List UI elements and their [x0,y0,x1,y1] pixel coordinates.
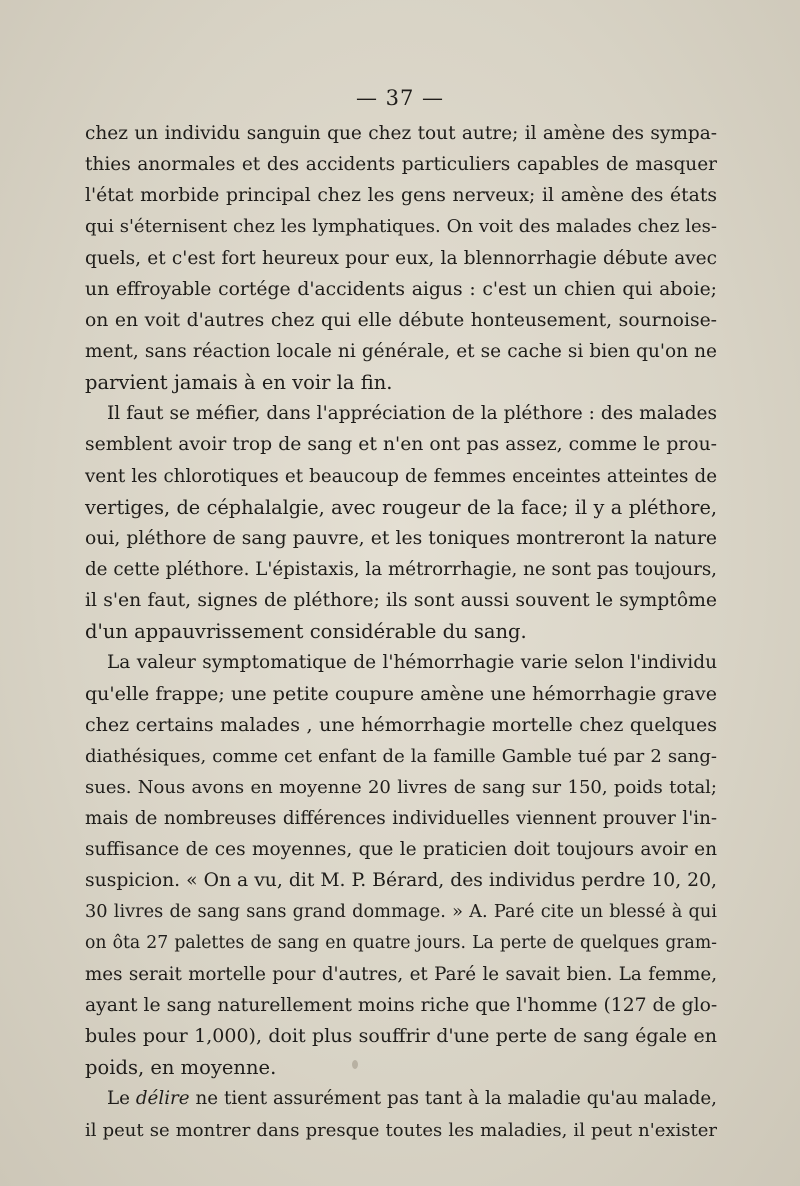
text-line: ment, sans réaction locale ni générale, et se cache si bien qu'on ne [85,340,717,362]
text-line [85,1083,717,1114]
text-line: de cette pléthore. L'épistaxis, la métrorrhagie, ne sont pas toujours, [85,558,717,580]
text-line: qu'elle frappe; une petite coupure amène une hémorrhagie grave [85,682,717,705]
text-line: qui s'éternisent chez les lymphatiques. On voit des malades chez les- [85,216,717,238]
text-line: semblent avoir trop de sang et n'en ont pas assez, comme le prou- [85,434,717,456]
text-line: il s'en faut, signes de pléthore; ils sont aussi souvent le symptôme [85,590,717,612]
text-line: ayant le sang naturellement moins riche que l'homme (127 de glo- [85,994,718,1016]
text-line: mes serait mortelle pour d'autres, et Paré le savait bien. La femme, [85,963,717,985]
text-line: suffisance de ces moyennes, que le praticien doit toujours avoir en [85,839,717,861]
text-line: bules pour 1,000), doit plus souffrir d'une perte de sang égale en [85,1025,717,1048]
text-line: chez certains malades , une hémorrhagie mortelle chez quelques [85,713,717,736]
text-segment: ne tient assurément pas tant à la maladie qu'au malade, [189,1088,717,1110]
text-line: La valeur symptomatique de l'hémorrhagie varie selon l'individu [107,652,717,674]
text-line: un effroyable cortége d'accidents aigus : c'est un chien qui aboie; [85,278,717,300]
text-line: poids, en moyenne. [85,1056,277,1080]
text-line: thies anormales et des accidents particuliers capables de masquer [85,154,717,176]
text-segment: Le [107,1088,136,1110]
text-line: on en voit d'autres chez qui elle débute honteusement, sournoise- [85,309,717,331]
text-line: parvient jamais à en voir la fin. [85,371,393,395]
page-number: — 37 — [355,86,445,110]
text-line: il peut se montrer dans presque toutes les maladies, il peut n'exister [85,1119,717,1141]
text-line: oui, pléthore de sang pauvre, et les toniques montreront la nature [85,527,717,549]
text-line: chez un individu sanguin que chez tout autre; il amène des sympa- [85,123,717,144]
text-line: d'un appauvrissement considérable du sang. [85,620,527,644]
text-line: 30 livres de sang sans grand dommage. » A. Paré cite un blessé à qui [85,901,717,922]
text-line: suspicion. « On a vu, dit M. P. Bérard, des individus perdre 10, 20, [85,870,717,892]
text-line: vent les chlorotiques et beaucoup de femmes enceintes atteintes de [85,465,717,487]
text-line: quels, et c'est fort heureux pour eux, la blennorrhagie débute avec [85,247,717,269]
text-line: mais de nombreuses différences individuelles viennent prouver l'in- [85,808,717,830]
text-line: on ôta 27 palettes de sang en quatre jours. La perte de quelques gram- [85,932,717,953]
body-text [85,118,717,1146]
text-line: l'état morbide principal chez les gens nerveux; il amène des états [85,185,717,207]
text-line: diathésiques, comme cet enfant de la famille Gamble tué par 2 sang- [85,745,717,767]
text-line: vertiges, de céphalalgie, avec rougeur de la face; il y a pléthore, [85,495,717,519]
text-line: sues. Nous avons en moyenne 20 livres de sang sur 150, poids total; [85,776,717,798]
text-line: Il faut se méfier, dans l'appréciation de la pléthore : des malades [107,403,717,425]
italic-term: délire [135,1088,190,1110]
paper-speck [352,1060,358,1069]
